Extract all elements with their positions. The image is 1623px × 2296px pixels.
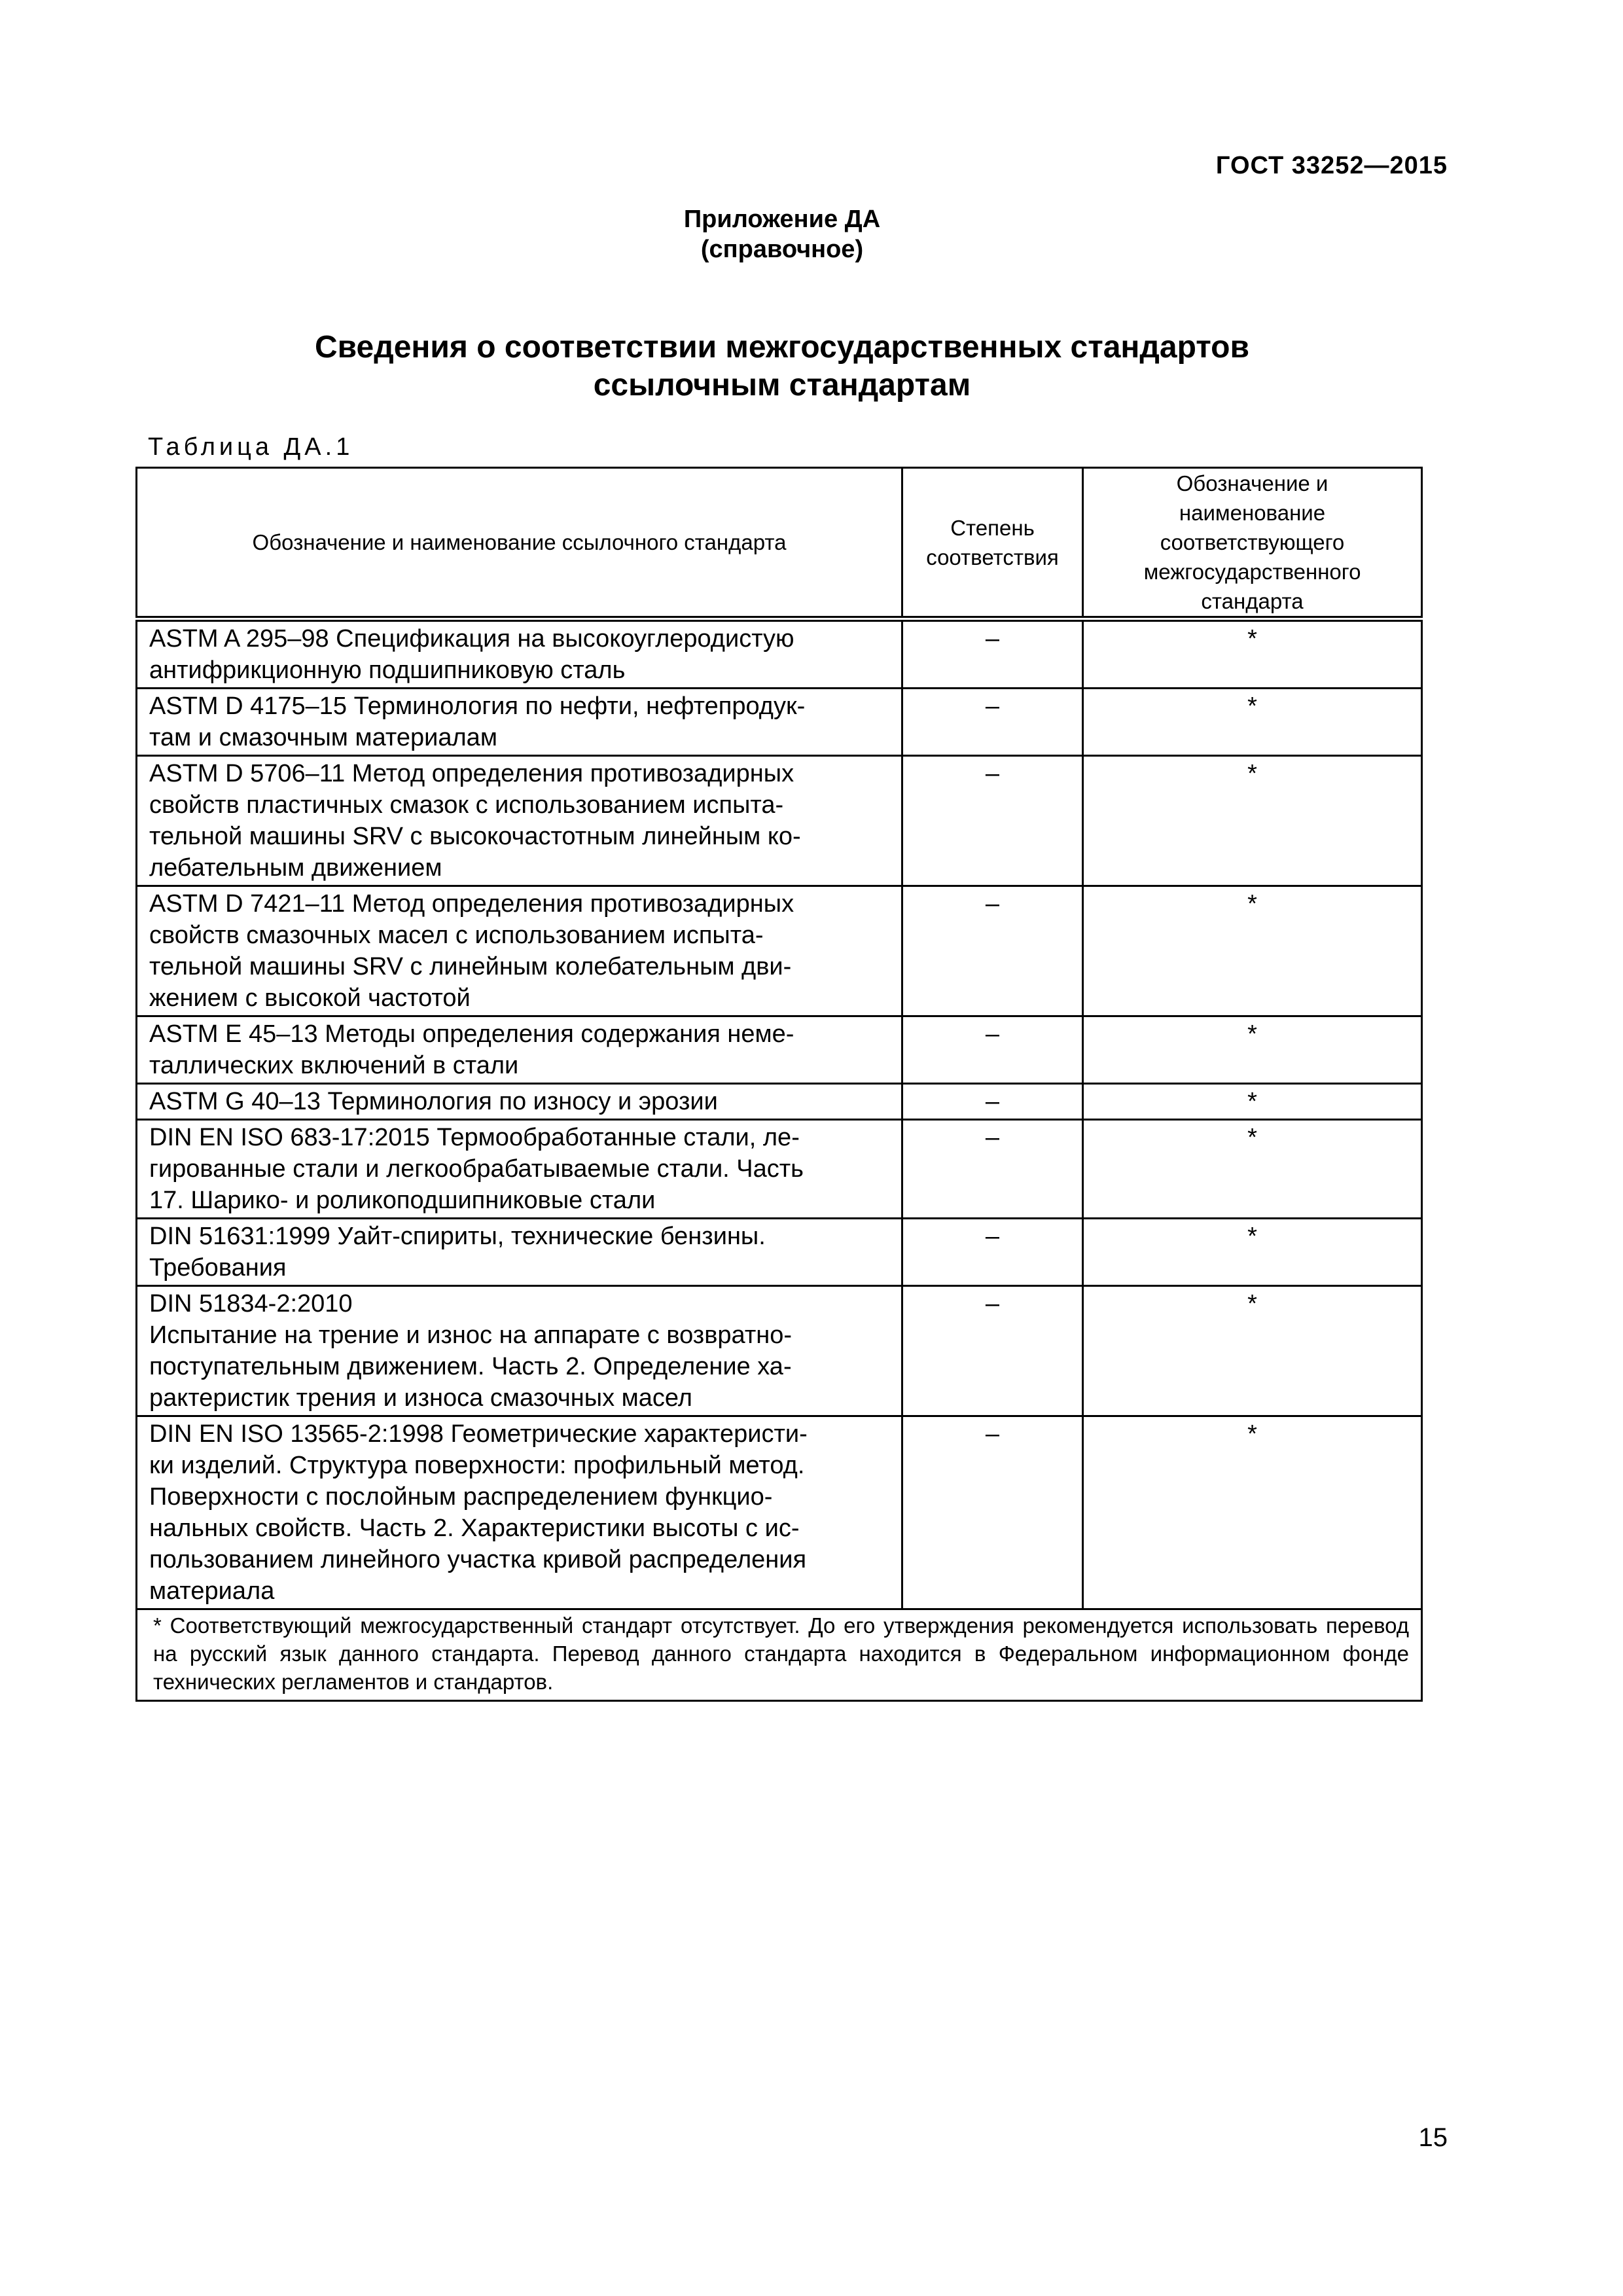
table-row — [137, 756, 1422, 886]
reference-standard-line: ASTM D 7421–11 Метод определения противозадирных — [149, 890, 794, 918]
degree-cell: – — [902, 689, 1083, 756]
interstate-standard-cell: * — [1083, 1219, 1422, 1286]
reference-standard-line: ASTM D 4175–15 Терминология по нефти, нефтепродук- — [149, 692, 806, 720]
reference-standard-line: там и смазочным материалам — [149, 724, 497, 751]
interstate-standard-cell: * — [1083, 1416, 1422, 1609]
reference-standard-line: DIN EN ISO 683-17:2015 Термообработанные стали, ле- — [149, 1124, 800, 1151]
reference-standard-line: Испытание на трение и износ на аппарате с возвратно- — [149, 1321, 793, 1349]
reference-standard-line: материала — [149, 1577, 275, 1605]
reference-standard-line: DIN EN ISO 13565-2:1998 Геометрические характеристи- — [149, 1420, 808, 1448]
reference-standard-line: поступательным движением. Часть 2. Определение ха- — [149, 1353, 792, 1380]
appendix-heading — [0, 204, 1564, 264]
table-row — [137, 1016, 1422, 1084]
table-row — [137, 1120, 1422, 1219]
degree-cell: – — [902, 1219, 1083, 1286]
interstate-standard-cell: * — [1083, 756, 1422, 886]
document-code: ГОСТ 33252—2015 — [1215, 152, 1448, 179]
table-row — [137, 1286, 1422, 1416]
table-header-row — [137, 468, 1422, 619]
reference-standard-line: Требования — [149, 1254, 287, 1282]
degree-cell: – — [902, 619, 1083, 689]
degree-cell: – — [902, 1084, 1083, 1120]
reference-standard-line: нальных свойств. Часть 2. Характеристики высоты с ис- — [149, 1515, 800, 1542]
reference-standard-cell — [137, 619, 902, 689]
reference-standard-cell — [137, 1016, 902, 1084]
reference-standard-cell — [137, 886, 902, 1016]
reference-standard-line: тельной машины SRV с высокочастотным линейным ко- — [149, 823, 801, 850]
footnote-row — [137, 1609, 1422, 1701]
reference-standard-line: ASTM D 5706–11 Метод определения противозадирных — [149, 760, 794, 787]
table-row — [137, 1084, 1422, 1120]
reference-standard-line: тельной машины SRV с линейным колебательным дви- — [149, 953, 792, 980]
reference-standard-cell — [137, 1219, 902, 1286]
table-row — [137, 619, 1422, 689]
reference-standard-line: ASTM A 295–98 Спецификация на высокоуглеродистую — [149, 625, 794, 653]
interstate-standard-cell: * — [1083, 1084, 1422, 1120]
reference-standard-cell — [137, 1416, 902, 1609]
degree-cell: – — [902, 886, 1083, 1016]
reference-standard-cell — [137, 1084, 902, 1120]
table-row — [137, 886, 1422, 1016]
header-degree: Степень соответствия — [902, 468, 1083, 619]
title-line-1: Сведения о соответствии межгосударственных стандартов — [315, 330, 1249, 365]
reference-standard-line: свойств пластичных смазок с использованием испыта- — [149, 791, 784, 819]
header-interstate-standard: Обозначение и наименование соответствующего межгосударственного стандарта — [1083, 468, 1422, 619]
table-footnote: * Соответствующий межгосударственный стандарт отсутствует. До его утверждения рекомендуется использовать перевод на русский язык данного стандарта. Перевод данного стандарта находится в Федеральном информационном фонде технических регламентов и стандартов. — [137, 1609, 1422, 1701]
reference-standard-line: ASTM E 45–13 Методы определения содержания неме- — [149, 1020, 794, 1048]
reference-standard-line: таллических включений в стали — [149, 1052, 519, 1079]
reference-standard-line: антифрикционную подшипниковую сталь — [149, 656, 626, 684]
reference-standard-line: DIN 51834-2:2010 — [149, 1290, 353, 1318]
appendix-note: (справочное) — [700, 236, 864, 263]
table-caption: Таблица ДА.1 — [148, 433, 354, 461]
reference-standard-line: ки изделий. Структура поверхности: профильный метод. — [149, 1452, 805, 1479]
reference-standard-line: лебательным движением — [149, 854, 442, 882]
interstate-standard-cell: * — [1083, 1286, 1422, 1416]
standards-table — [135, 467, 1423, 1702]
reference-standard-cell — [137, 689, 902, 756]
reference-standard-line: DIN 51631:1999 Уайт-спириты, технические бензины. — [149, 1223, 766, 1250]
interstate-standard-cell: * — [1083, 1120, 1422, 1219]
degree-cell: – — [902, 756, 1083, 886]
reference-standard-line: ASTM G 40–13 Терминология по износу и эрозии — [149, 1088, 718, 1115]
reference-standard-line: пользованием линейного участка кривой распределения — [149, 1546, 807, 1573]
table-row — [137, 1219, 1422, 1286]
reference-standard-line: 17. Шарико- и роликоподшипниковые стали — [149, 1187, 656, 1214]
reference-standard-cell — [137, 1286, 902, 1416]
degree-cell: – — [902, 1016, 1083, 1084]
interstate-standard-cell: * — [1083, 689, 1422, 756]
reference-standard-cell — [137, 1120, 902, 1219]
interstate-standard-cell: * — [1083, 1016, 1422, 1084]
page-number: 15 — [1418, 2123, 1448, 2152]
appendix-label: Приложение ДА — [683, 206, 881, 233]
reference-standard-line: Поверхности с послойным распределением функцио- — [149, 1483, 773, 1511]
degree-cell: – — [902, 1416, 1083, 1609]
table-row — [137, 689, 1422, 756]
header-reference-standard: Обозначение и наименование ссылочного стандарта — [137, 468, 902, 619]
reference-standard-line: гированные стали и легкообрабатываемые стали. Часть — [149, 1155, 804, 1183]
degree-cell: – — [902, 1286, 1083, 1416]
reference-standard-line: свойств смазочных масел с использованием испыта- — [149, 922, 764, 949]
title-line-2: ссылочным стандартам — [593, 368, 971, 403]
interstate-standard-cell: * — [1083, 886, 1422, 1016]
page-title — [0, 329, 1564, 404]
reference-standard-cell — [137, 756, 902, 886]
interstate-standard-cell: * — [1083, 619, 1422, 689]
reference-standard-line: жением с высокой частотой — [149, 984, 471, 1012]
reference-standard-line: рактеристик трения и износа смазочных масел — [149, 1384, 692, 1412]
table-row — [137, 1416, 1422, 1609]
degree-cell: – — [902, 1120, 1083, 1219]
table-body — [137, 619, 1422, 1609]
